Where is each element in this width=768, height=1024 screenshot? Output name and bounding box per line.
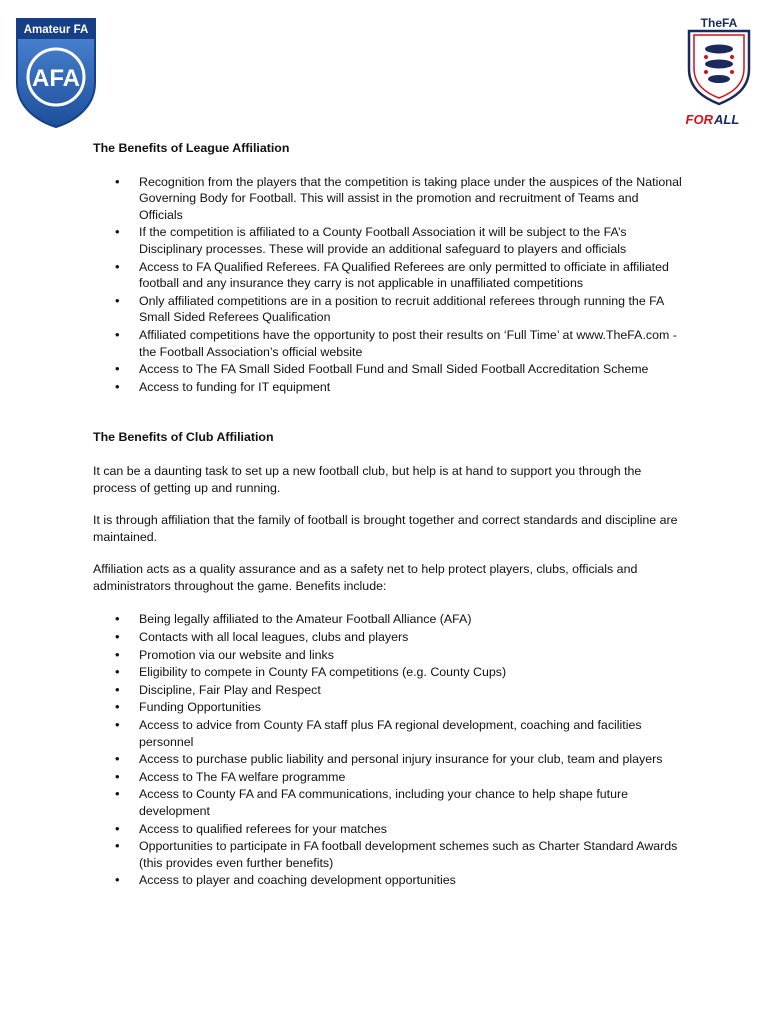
- document-body: [93, 140, 683, 890]
- list-item: • Access to funding for IT equipment: [93, 379, 683, 396]
- list-item: • Recognition from the players that the competition is taking place under the auspices of the National Governing Body for Football. This will assist in the promotion and recruitment of Teams and Officials: [93, 174, 683, 224]
- list-item: • Access to The FA Small Sided Football Fund and Small Sided Football Accreditation Scheme: [93, 361, 683, 378]
- fa-slogan-for: FOR: [685, 112, 713, 127]
- fa-logo-title: TheFA: [700, 16, 738, 30]
- list-item: • If the competition is affiliated to a County Football Association it will be subject to the FA’s Disciplinary processes. These will provide an additional safeguard to players and officials: [93, 224, 683, 257]
- list-item: • Affiliated competitions have the opportunity to post their results on ‘Full Time’ at www.TheFA.com - the Football Association’s official website: [93, 327, 683, 360]
- league-benefits-list: [93, 174, 683, 396]
- afa-monogram: AFA: [32, 65, 80, 92]
- list-item: • Access to FA Qualified Referees. FA Qualified Referees are only permitted to officiate in affiliated football and any insurance they carry is not applicable in unaffiliated competitions: [93, 259, 683, 292]
- list-item: • Only affiliated competitions are in a position to recruit additional referees through running the FA Small Sided Referees Qualification: [93, 293, 683, 326]
- list-item: • Opportunities to participate in FA football development schemes such as Charter Standard Awards (this provides even further benefits): [93, 838, 683, 871]
- fa-slogan-all: ALL: [714, 112, 740, 127]
- list-item: • Being legally affiliated to the Amateur Football Alliance (AFA): [93, 611, 683, 628]
- amateur-fa-logo: [15, 17, 97, 129]
- list-item: • Discipline, Fair Play and Respect: [93, 682, 683, 699]
- list-item: • Access to player and coaching development opportunities: [93, 872, 683, 889]
- list-item: • Promotion via our website and links: [93, 647, 683, 664]
- lion-icon: [705, 45, 733, 54]
- lion-icon: [708, 75, 730, 83]
- rose-icon: [704, 55, 708, 59]
- list-item: • Access to purchase public liability and personal injury insurance for your club, team and players: [93, 751, 683, 768]
- list-item: • Access to County FA and FA communications, including your chance to help shape future development: [93, 786, 683, 819]
- club-intro-paragraph: It can be a daunting task to set up a new football club, but help is at hand to support you through the process of getting up and running.: [93, 463, 642, 495]
- club-standards-paragraph: It is through affiliation that the family of football is brought together and correct standards and discipline are maintained.: [93, 513, 678, 544]
- list-item: • Funding Opportunities: [93, 699, 683, 716]
- list-item: • Access to advice from County FA staff plus FA regional development, coaching and facilities personnel: [93, 717, 683, 750]
- lion-icon: [705, 60, 733, 69]
- rose-icon: [730, 55, 734, 59]
- the-fa-logo: [684, 14, 754, 128]
- list-item: • Contacts with all local leagues, clubs and players: [93, 629, 683, 646]
- list-item: • Access to The FA welfare programme: [93, 769, 683, 786]
- club-heading: The Benefits of Club Affiliation: [93, 430, 274, 445]
- league-heading: The Benefits of League Affiliation: [93, 141, 290, 155]
- list-item: • Access to qualified referees for your matches: [93, 821, 683, 838]
- rose-icon: [730, 70, 734, 74]
- list-item: • Eligibility to compete in County FA competitions (e.g. County Cups): [93, 664, 683, 681]
- afa-header-text: Amateur FA: [23, 24, 89, 36]
- rose-icon: [704, 70, 708, 74]
- club-benefits-list: [93, 611, 683, 889]
- club-assurance-paragraph: Affiliation acts as a quality assurance and as a safety net to help protect players, clubs, officials and administrators throughout the game. Benefits include:: [93, 562, 638, 593]
